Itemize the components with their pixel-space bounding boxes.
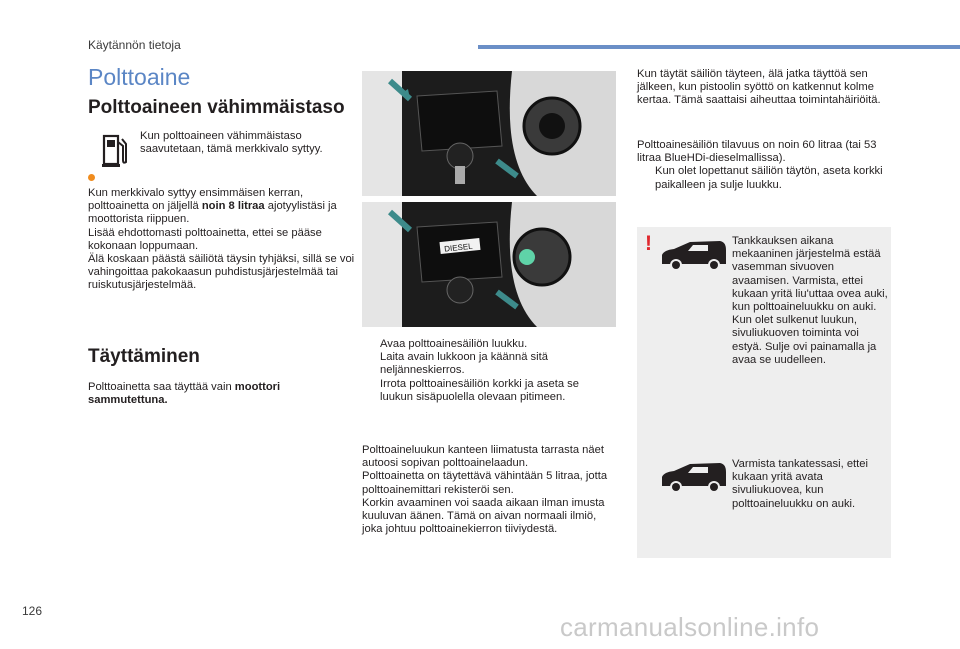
label-info-p2: Polttoainetta on täytettävä vähintään 5 litraa, jotta polttoainemittari rekisteröi sen. (362, 470, 608, 496)
warning-icon: ! (645, 232, 652, 255)
min-level-intro: Kun polttoaineen vähimmäistaso saavutetaan, tämä merkkivalo syttyy. (140, 130, 323, 156)
van-icon (660, 460, 728, 496)
warning-door-reset: Kun olet sulkenut luukun, sivuliukuoven toiminta voi estyä. Sulje ovi painamalla ja avaa se uudelleen. (732, 314, 877, 366)
warning-text-2: Varmista tankatessasi, ettei kukaan yritä avata sivuliukuovea, kun polttoaineluukku on auki. (732, 458, 868, 510)
step-item: Avaa polttoainesäiliön luukku. (380, 338, 528, 350)
tank-capacity-text: Polttoainesäiliön tilavuus on noin 60 litraa (tai 53 litraa BlueHDi-dieselmallissa). (637, 139, 877, 165)
fuel-pump-icon (101, 132, 129, 170)
step-item: Kun olet lopettanut säiliön täytön, aseta korkki paikalleen ja sulje luukku. (655, 165, 883, 191)
warning-text-1 (732, 235, 888, 367)
label-info-p1: Polttoaineluukun kanteen liimatusta tarrasta näet autoosi sopivan polttoainelaadun. (362, 444, 604, 470)
opening-steps (362, 338, 612, 404)
page-number: 126 (22, 604, 43, 618)
warning-door-block: Tankkauksen aikana mekaaninen järjestelmä estää vasemman sivuoven avaamisen. Varmista, ettei kukaan yritä liu'uttaa ovea auki, kun polttoaineluukku on auki. (732, 235, 888, 314)
min-level-p1: Kun merkkivalo syttyy ensimmäisen kerran, polttoainetta on jäljellä noin 8 litraa ajotyylistäsi ja moottorista riippuen. (88, 187, 337, 226)
full-tank-note: Kun täytät säiliön täyteen, älä jatka täyttöä sen jälkeen, kun pistoolin syöttö on katkennut kolme kertaa. Tämä saattaisi aiheuttaa toimintahäiriöitä. (637, 68, 881, 107)
section-label: Käytännön tietoja (88, 38, 181, 52)
heading-min-level: Polttoaineen vähimmäistaso (88, 97, 345, 118)
warning-lamp-indicator (88, 174, 95, 181)
heading-filling: Täyttäminen (88, 346, 200, 367)
van-icon (660, 238, 728, 274)
tank-capacity (637, 139, 887, 192)
section-divider (478, 45, 960, 49)
step-item: Laita avain lukkoon ja käännä sitä neljänneskierros. (380, 351, 548, 377)
watermark: carmanualsonline.info (560, 612, 820, 642)
filling-text: Polttoainetta saa täyttää vain moottori sammutettuna. (88, 381, 281, 407)
min-level-body (88, 187, 356, 293)
label-info (362, 444, 612, 536)
label-info-p3: Korkin avaaminen voi saada aikaan ilman imusta kuuluvan äänen. Tämä on aivan normaali ilmiö, joka johtuu polttoainekierron tiiviydestä. (362, 496, 605, 536)
step-item: Irrota polttoainesäiliön korkki ja aseta se luukun sisäpuolella olevaan pitimeen. (380, 377, 579, 403)
min-level-p2: Lisää ehdottomasti polttoainetta, ettei se pääse kokonaan loppumaan. (88, 226, 322, 252)
fuel-flap-photo-petrol (362, 71, 616, 196)
fuel-flap-photo-diesel (362, 202, 616, 327)
diesel-label: DIESEL (443, 241, 474, 254)
page-title: Polttoaine (88, 64, 191, 90)
min-level-p3: Älä koskaan päästä säiliötä täysin tyhjäksi, sillä se voi vahingoittaa pakokaasun puhdistusjärjestelmää tai ruiskutusjärjestelmää. (88, 253, 355, 292)
